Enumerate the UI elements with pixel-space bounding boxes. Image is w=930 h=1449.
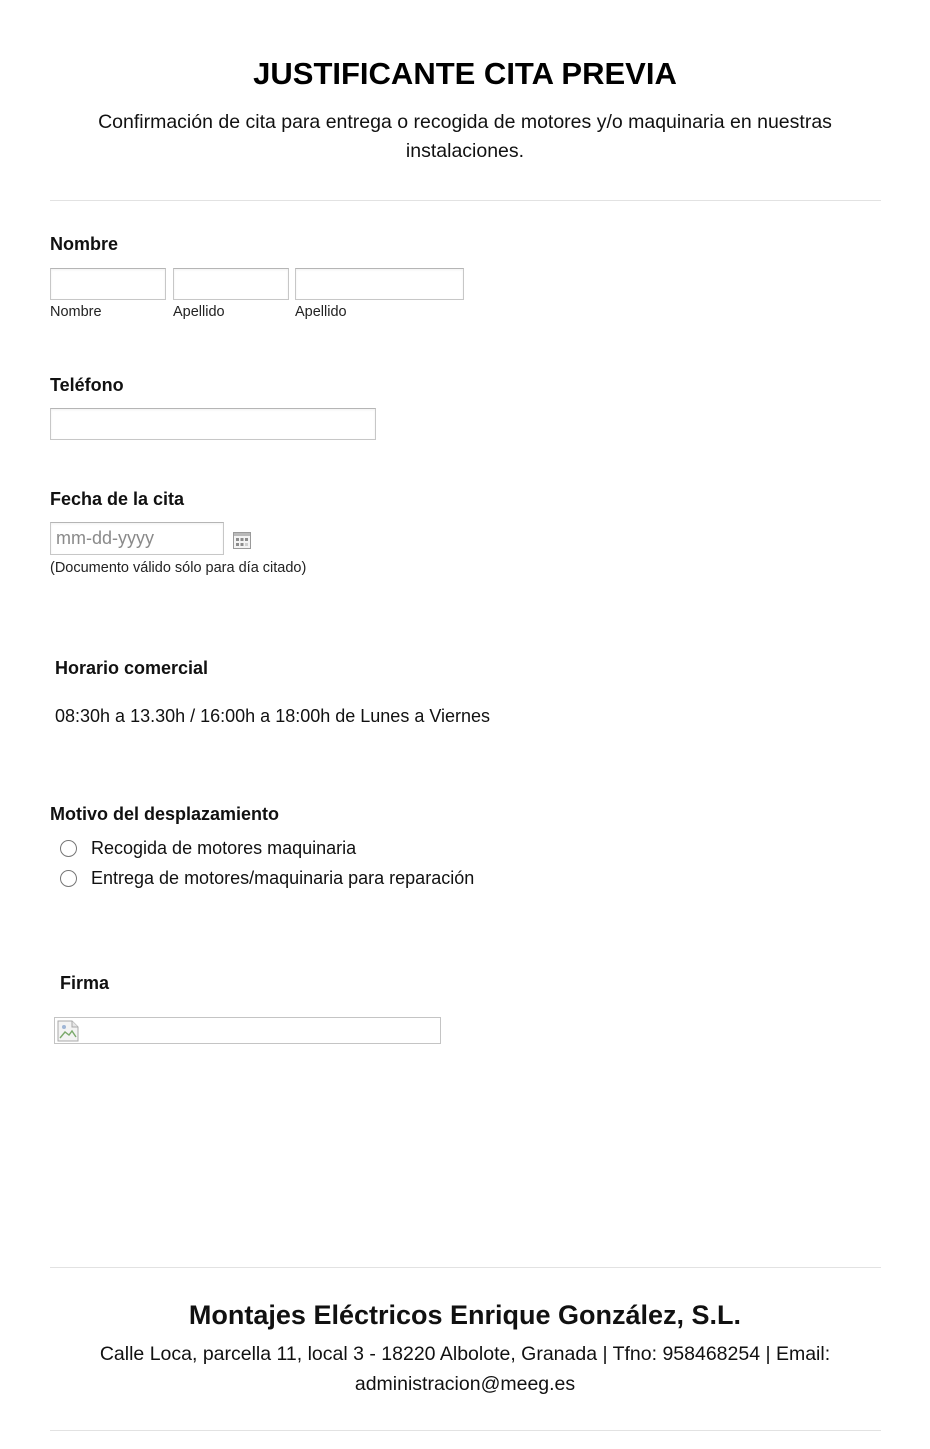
- radio-button[interactable]: [60, 870, 77, 887]
- company-name: Montajes Eléctricos Enrique González, S.L.: [188, 1300, 742, 1330]
- reason-option-pickup[interactable]: [60, 838, 356, 859]
- footer-bottom-divider: [50, 1430, 881, 1431]
- first-name-input[interactable]: [50, 268, 166, 300]
- radio-label: Entrega de motores/maquinaria para reparación: [91, 868, 475, 888]
- radio-label: Recogida de motores maquinaria: [91, 838, 357, 858]
- name-label: Nombre: [50, 234, 119, 254]
- second-last-name-sublabel: Apellido: [295, 304, 347, 320]
- phone-label: Teléfono: [50, 375, 124, 395]
- broken-image-icon: [57, 1020, 79, 1042]
- first-name-sublabel: Nombre: [50, 304, 102, 320]
- last-name-input[interactable]: [173, 268, 289, 300]
- radio-button[interactable]: [60, 840, 77, 857]
- date-hint: (Documento válido sólo para día citado): [50, 560, 307, 576]
- signature-label: Firma: [60, 973, 110, 993]
- reason-label: Motivo del desplazamiento: [50, 804, 280, 824]
- page-title: JUSTIFICANTE CITA PREVIA: [253, 56, 677, 91]
- calendar-icon[interactable]: [232, 530, 252, 550]
- last-name-sublabel: Apellido: [173, 304, 225, 320]
- hours-text: 08:30h a 13.30h / 16:00h a 18:00h de Lunes a Viernes: [55, 706, 491, 726]
- reason-option-delivery[interactable]: [60, 868, 474, 889]
- hours-heading: Horario comercial: [55, 658, 209, 678]
- company-address: Calle Loca, parcella 11, local 3 - 18220 Albolote, Granada | Tfno: 958468254 | Email: administracion@meeg.es: [99, 1343, 831, 1395]
- signature-image: [54, 1017, 441, 1044]
- phone-input[interactable]: [50, 408, 376, 440]
- date-label: Fecha de la cita: [50, 489, 185, 509]
- second-last-name-input[interactable]: [295, 268, 464, 300]
- footer-top-divider: [50, 1267, 881, 1268]
- date-input[interactable]: mm-dd-yyyy: [50, 522, 224, 555]
- header-divider: [50, 200, 881, 201]
- page-subtitle: Confirmación de cita para entrega o recogida de motores y/o maquinaria en nuestras instalaciones.: [98, 111, 832, 162]
